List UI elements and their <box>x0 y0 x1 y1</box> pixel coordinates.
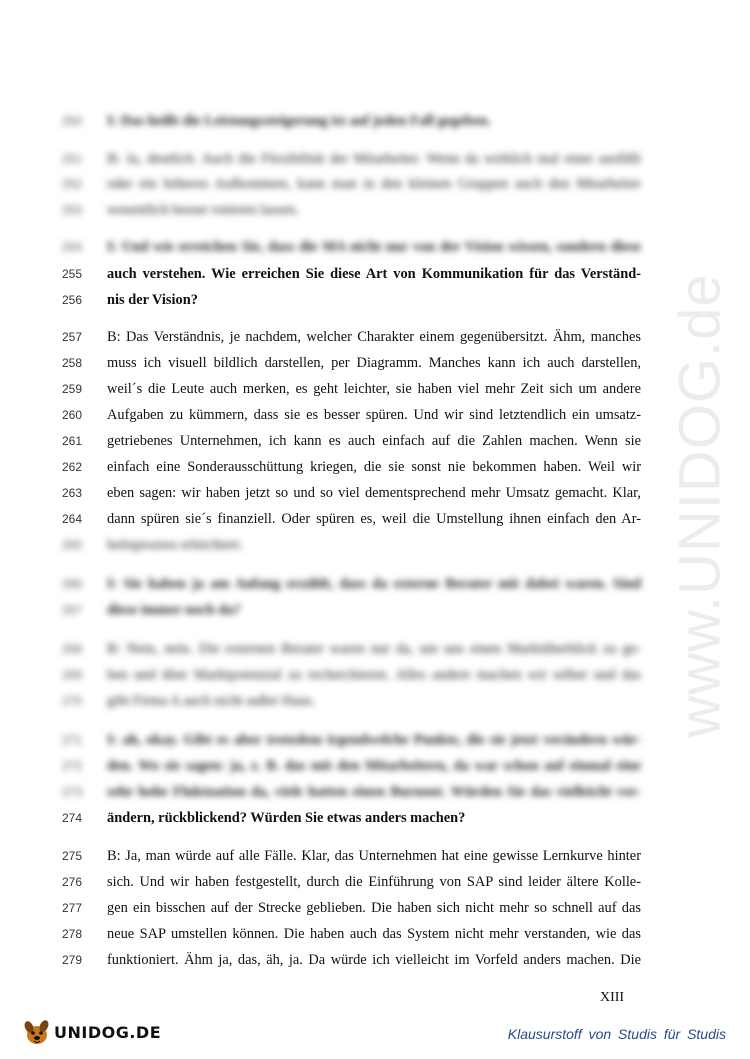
line-number: 251 <box>62 152 83 166</box>
logo-text: UNIDOG.DE <box>54 1022 162 1042</box>
transcript-line <box>0 869 750 895</box>
line-number: 261 <box>62 434 83 448</box>
line-number: 273 <box>62 785 83 799</box>
line-number: 268 <box>62 642 83 656</box>
line-text: muss ich visuell bildlich darstellen, per Diagramm. Manches kann ich auch darstellen, <box>107 355 641 371</box>
line-number: 270 <box>62 694 83 708</box>
line-number: 266 <box>62 577 83 591</box>
transcript-line <box>0 376 750 402</box>
line-number: 252 <box>62 177 83 191</box>
line-text: sehr hohe Fluktuation da, viele hatten einen Burnout. Würden Sie das vielleicht ver- <box>107 784 641 800</box>
line-text: B: Das Verständnis, je nachdem, welcher Charakter einem gegenübersitzt. Ähm, manches <box>107 329 641 345</box>
line-number: 254 <box>62 240 83 254</box>
transcript-line <box>0 688 750 714</box>
transcript-line <box>0 171 750 197</box>
transcript-line <box>0 506 750 532</box>
line-number: 275 <box>62 849 83 863</box>
line-text: den. Wo sie sagen: ja, z. B. das mit den Mitarbeitern, da war schon auf einmal eine <box>107 758 641 774</box>
line-number: 250 <box>62 114 83 128</box>
line-text: beitsprozess erleichtert. <box>107 537 243 553</box>
line-text: auch verstehen. Wie erreichen Sie diese Art von Kommunikation für das Verständ- <box>107 266 641 282</box>
line-number: 277 <box>62 901 83 915</box>
line-number: 279 <box>62 953 83 967</box>
transcript-line <box>0 480 750 506</box>
transcript-line <box>0 753 750 779</box>
transcript-line <box>0 779 750 805</box>
unidog-logo[interactable] <box>22 1014 161 1050</box>
line-number: 260 <box>62 408 83 422</box>
line-text: eben sagen: wir haben jetzt so und so viel dementsprechend mehr Umsatz gemacht. Klar, <box>107 485 641 501</box>
footer-tagline: Klausurstoff von Studis für Studis <box>507 1026 726 1042</box>
line-text: I: Sie haben ja am Anfang erzählt, dass da externe Berater mit dabei waren. Sind <box>107 576 641 592</box>
line-text: diese immer noch da? <box>107 602 241 618</box>
line-number: 256 <box>62 293 83 307</box>
transcript-line <box>0 108 750 134</box>
transcript-line <box>0 402 750 428</box>
page-number: XIII <box>600 990 625 1005</box>
line-number: 272 <box>62 759 83 773</box>
line-text: B: Ja, deutlich. Auch die Flexibilität der Mitarbeiter. Wenn da wirklich mal einer ausfällt <box>107 151 641 167</box>
transcript-line <box>0 234 750 260</box>
transcript-line <box>0 895 750 921</box>
transcript-line <box>0 843 750 869</box>
line-number: 258 <box>62 356 83 370</box>
line-number: 274 <box>62 811 83 825</box>
transcript-line <box>0 921 750 947</box>
line-text: Aufgaben zu kümmern, dass sie es besser spüren. Und wir sind letztendlich ein umsatz- <box>107 407 641 423</box>
line-number: 267 <box>62 603 83 617</box>
line-text: gibt Firma A auch nicht außer Haus. <box>107 693 316 709</box>
transcript-line <box>0 428 750 454</box>
dog-logo-icon <box>22 1017 52 1047</box>
transcript-line <box>0 571 750 597</box>
line-text: oder ein höheres Aufkommen, kann man in den kleinen Gruppen auch den Mitarbeiter <box>107 176 641 192</box>
line-text: I: Das heißt die Leistungssteigerung ist auf jeden Fall gegeben. <box>107 113 491 129</box>
line-number: 271 <box>62 733 83 747</box>
transcript-line <box>0 350 750 376</box>
transcript-line <box>0 532 750 558</box>
transcript-line <box>0 805 750 831</box>
transcript-line <box>0 597 750 623</box>
transcript-line <box>0 197 750 223</box>
line-text: B: Ja, man würde auf alle Fälle. Klar, das Unternehmen hat eine gewisse Lernkurve hinter <box>107 848 641 864</box>
transcript-line <box>0 146 750 172</box>
line-text: I: ah, okay. Gibt es aber trotzdem irgendwelche Punkte, die sie jetzt verändern wür- <box>107 732 641 748</box>
line-number: 265 <box>62 538 83 552</box>
watermark-text: www.UNIDOG.de <box>667 272 733 738</box>
line-number: 263 <box>62 486 83 500</box>
transcript-line <box>0 636 750 662</box>
line-number: 257 <box>62 330 83 344</box>
line-text: B: Nein, nein. Die externen Berater waren nur da, um uns einen Marktüberblick zu ge- <box>107 641 641 657</box>
line-text: sich. Und wir haben festgestellt, durch die Einführung von SAP sind leider ältere Kolle- <box>107 874 641 890</box>
line-text: neue SAP umstellen können. Die haben auch das System nicht mehr verstanden, wie das <box>107 926 641 942</box>
line-number: 278 <box>62 927 83 941</box>
transcript-line <box>0 662 750 688</box>
line-number: 262 <box>62 460 83 474</box>
line-text: getriebenes Unternehmen, ich kann es auch einfach auf die Zahlen machen. Wenn sie <box>107 433 641 449</box>
line-text: I: Und wie erreichen Sie, dass die MA nicht nur von der Vision wissen, sondern diese <box>107 239 641 255</box>
line-text: ändern, rückblickend? Würden Sie etwas anders machen? <box>107 810 466 826</box>
transcript-line <box>0 454 750 480</box>
transcript-line <box>0 261 750 287</box>
line-number: 276 <box>62 875 83 889</box>
line-text: dann spüren sie´s finanziell. Oder spüren es, weil die Umstellung ihnen einfach den Ar- <box>107 511 641 527</box>
line-text: nis der Vision? <box>107 292 198 308</box>
transcript-line <box>0 324 750 350</box>
line-number: 255 <box>62 267 83 281</box>
line-number: 269 <box>62 668 83 682</box>
line-text: ben und über Marktpotenzial zu recherchieren. Alles andere machen wir selber und das <box>107 667 641 683</box>
transcript-line <box>0 727 750 753</box>
transcript-line <box>0 947 750 973</box>
line-text: einfach eine Sonderausschüttung kriegen, die sie sonst nie bekommen haben. Weil wir <box>107 459 641 475</box>
line-text: gen ein bisschen auf der Strecke geblieben. Die haben sich nicht mehr so schnell auf das <box>107 900 641 916</box>
line-number: 259 <box>62 382 83 396</box>
line-number: 253 <box>62 203 83 217</box>
transcript-line <box>0 287 750 313</box>
line-number: 264 <box>62 512 83 526</box>
line-text: weil´s die Leute auch merken, es geht leichter, sie haben viel mehr Zeit sich um andere <box>107 381 641 397</box>
line-text: funktioniert. Ähm ja, das, äh, ja. Da würde ich vielleicht im Vorfeld anders machen. Die <box>107 952 641 968</box>
line-text: wesentlich besser rotieren lassen. <box>107 202 299 218</box>
